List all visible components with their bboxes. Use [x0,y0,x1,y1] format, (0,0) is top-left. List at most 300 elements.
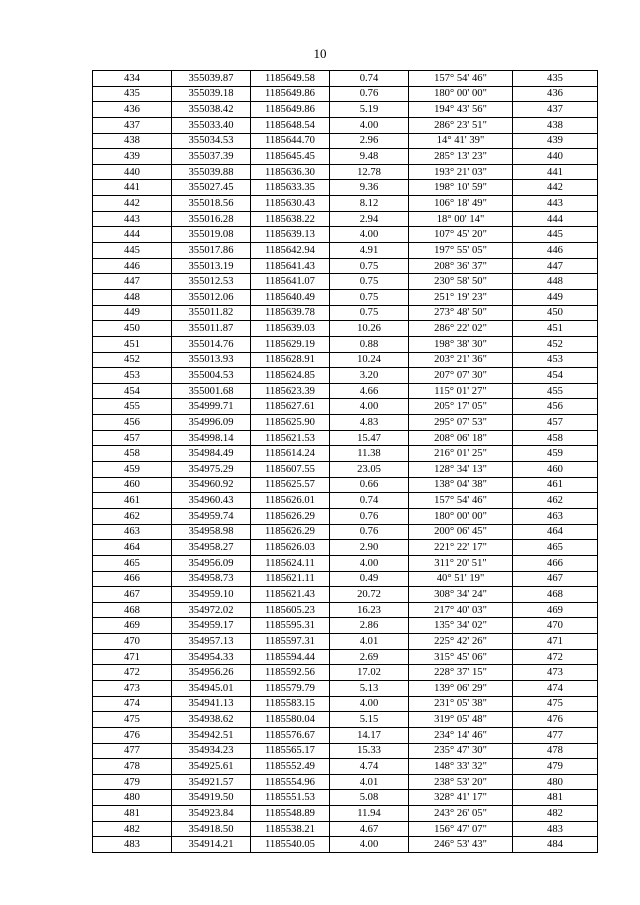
bearing-cell: 246° 53' 43" [409,837,513,853]
table-row [93,352,598,368]
y-coordinate-cell: 1185621.11 [251,571,330,587]
point-to-cell: 466 [513,555,598,571]
y-coordinate-cell: 1185551.53 [251,790,330,806]
table-row [93,415,598,431]
table-row [93,399,598,415]
point-from-cell: 470 [93,634,172,650]
y-coordinate-cell: 1185624.85 [251,368,330,384]
x-coordinate-cell: 355014.76 [172,336,251,352]
table-row [93,602,598,618]
table-row [93,555,598,571]
table-row [93,634,598,650]
point-from-cell: 474 [93,696,172,712]
point-to-cell: 467 [513,571,598,587]
y-coordinate-cell: 1185639.13 [251,227,330,243]
point-from-cell: 460 [93,477,172,493]
distance-cell: 4.00 [330,399,409,415]
y-coordinate-cell: 1185636.30 [251,164,330,180]
point-from-cell: 458 [93,446,172,462]
bearing-cell: 198° 10' 59" [409,180,513,196]
bearing-cell: 228° 37' 15" [409,665,513,681]
point-from-cell: 466 [93,571,172,587]
point-from-cell: 457 [93,430,172,446]
bearing-cell: 203° 21' 36" [409,352,513,368]
x-coordinate-cell: 354914.21 [172,837,251,853]
table-row [93,477,598,493]
y-coordinate-cell: 1185630.43 [251,196,330,212]
point-from-cell: 481 [93,806,172,822]
point-to-cell: 482 [513,806,598,822]
x-coordinate-cell: 354957.13 [172,634,251,650]
x-coordinate-cell: 355018.56 [172,196,251,212]
table-row [93,86,598,102]
table-row [93,462,598,478]
point-to-cell: 454 [513,368,598,384]
y-coordinate-cell: 1185594.44 [251,649,330,665]
x-coordinate-cell: 354956.26 [172,665,251,681]
point-from-cell: 456 [93,415,172,431]
y-coordinate-cell: 1185583.15 [251,696,330,712]
distance-cell: 5.08 [330,790,409,806]
table-row [93,821,598,837]
point-from-cell: 447 [93,274,172,290]
distance-cell: 4.67 [330,821,409,837]
distance-cell: 4.00 [330,837,409,853]
x-coordinate-cell: 354941.13 [172,696,251,712]
bearing-cell: 139° 06' 29" [409,680,513,696]
bearing-cell: 319° 05' 48" [409,712,513,728]
table-row [93,289,598,305]
table-row [93,806,598,822]
y-coordinate-cell: 1185605.23 [251,602,330,618]
x-coordinate-cell: 354919.50 [172,790,251,806]
table-row [93,696,598,712]
point-from-cell: 479 [93,774,172,790]
point-to-cell: 464 [513,524,598,540]
point-to-cell: 439 [513,133,598,149]
bearing-cell: 205° 17' 05" [409,399,513,415]
x-coordinate-cell: 355039.18 [172,86,251,102]
y-coordinate-cell: 1185628.91 [251,352,330,368]
x-coordinate-cell: 354934.23 [172,743,251,759]
point-from-cell: 472 [93,665,172,681]
point-to-cell: 453 [513,352,598,368]
point-from-cell: 461 [93,493,172,509]
bearing-cell: 273° 48' 50" [409,305,513,321]
point-from-cell: 443 [93,211,172,227]
y-coordinate-cell: 1185597.31 [251,634,330,650]
point-from-cell: 444 [93,227,172,243]
y-coordinate-cell: 1185625.57 [251,477,330,493]
point-to-cell: 452 [513,336,598,352]
point-to-cell: 442 [513,180,598,196]
point-from-cell: 440 [93,164,172,180]
point-to-cell: 484 [513,837,598,853]
table-row [93,587,598,603]
table-row [93,196,598,212]
x-coordinate-cell: 354942.51 [172,727,251,743]
y-coordinate-cell: 1185644.70 [251,133,330,149]
bearing-cell: 157° 54' 46" [409,493,513,509]
point-to-cell: 450 [513,305,598,321]
x-coordinate-cell: 355013.19 [172,258,251,274]
y-coordinate-cell: 1185626.29 [251,508,330,524]
bearing-cell: 251° 19' 23" [409,289,513,305]
x-coordinate-cell: 354956.09 [172,555,251,571]
y-coordinate-cell: 1185649.86 [251,86,330,102]
table-row [93,149,598,165]
distance-cell: 0.75 [330,258,409,274]
point-from-cell: 436 [93,102,172,118]
point-to-cell: 470 [513,618,598,634]
table-row [93,102,598,118]
table-row [93,446,598,462]
y-coordinate-cell: 1185629.19 [251,336,330,352]
table-row [93,336,598,352]
point-to-cell: 480 [513,774,598,790]
table-row [93,71,598,87]
bearing-cell: 207° 07' 30" [409,368,513,384]
x-coordinate-cell: 354918.50 [172,821,251,837]
bearing-cell: 106° 18' 49" [409,196,513,212]
x-coordinate-cell: 354925.61 [172,759,251,775]
y-coordinate-cell: 1185638.22 [251,211,330,227]
table-row [93,727,598,743]
point-to-cell: 438 [513,117,598,133]
table-row [93,383,598,399]
x-coordinate-cell: 354999.71 [172,399,251,415]
bearing-cell: 157° 54' 46" [409,71,513,87]
point-to-cell: 435 [513,71,598,87]
x-coordinate-cell: 354996.09 [172,415,251,431]
table-row [93,274,598,290]
distance-cell: 20.72 [330,587,409,603]
point-from-cell: 483 [93,837,172,853]
point-from-cell: 471 [93,649,172,665]
table-row [93,649,598,665]
point-to-cell: 465 [513,540,598,556]
coordinates-table [92,70,598,853]
distance-cell: 8.12 [330,196,409,212]
table-row [93,321,598,337]
bearing-cell: 198° 38' 30" [409,336,513,352]
point-from-cell: 469 [93,618,172,634]
distance-cell: 15.47 [330,430,409,446]
x-coordinate-cell: 355039.88 [172,164,251,180]
x-coordinate-cell: 355012.53 [172,274,251,290]
bearing-cell: 315° 45' 06" [409,649,513,665]
point-from-cell: 453 [93,368,172,384]
bearing-cell: 180° 00' 00" [409,86,513,102]
y-coordinate-cell: 1185639.03 [251,321,330,337]
point-from-cell: 445 [93,243,172,259]
point-to-cell: 445 [513,227,598,243]
bearing-cell: 311° 20' 51" [409,555,513,571]
y-coordinate-cell: 1185592.56 [251,665,330,681]
table-row [93,774,598,790]
point-to-cell: 447 [513,258,598,274]
distance-cell: 0.76 [330,524,409,540]
y-coordinate-cell: 1185626.29 [251,524,330,540]
point-to-cell: 456 [513,399,598,415]
bearing-cell: 40° 51' 19" [409,571,513,587]
point-from-cell: 449 [93,305,172,321]
point-to-cell: 472 [513,649,598,665]
distance-cell: 4.00 [330,117,409,133]
x-coordinate-cell: 355016.28 [172,211,251,227]
x-coordinate-cell: 355039.87 [172,71,251,87]
bearing-cell: 115° 01' 27" [409,383,513,399]
y-coordinate-cell: 1185580.04 [251,712,330,728]
distance-cell: 4.01 [330,634,409,650]
bearing-cell: 295° 07' 53" [409,415,513,431]
x-coordinate-cell: 354923.84 [172,806,251,822]
y-coordinate-cell: 1185607.55 [251,462,330,478]
y-coordinate-cell: 1185576.67 [251,727,330,743]
point-from-cell: 464 [93,540,172,556]
table-row [93,508,598,524]
table-row [93,493,598,509]
x-coordinate-cell: 355033.40 [172,117,251,133]
x-coordinate-cell: 355011.82 [172,305,251,321]
y-coordinate-cell: 1185648.54 [251,117,330,133]
y-coordinate-cell: 1185621.43 [251,587,330,603]
x-coordinate-cell: 355027.45 [172,180,251,196]
point-from-cell: 477 [93,743,172,759]
x-coordinate-cell: 355001.68 [172,383,251,399]
point-to-cell: 463 [513,508,598,524]
bearing-cell: 107° 45' 20" [409,227,513,243]
table-row [93,743,598,759]
table-row [93,258,598,274]
y-coordinate-cell: 1185642.94 [251,243,330,259]
point-to-cell: 443 [513,196,598,212]
point-to-cell: 460 [513,462,598,478]
table-row [93,164,598,180]
distance-cell: 11.94 [330,806,409,822]
x-coordinate-cell: 354959.74 [172,508,251,524]
bearing-cell: 328° 41' 17" [409,790,513,806]
x-coordinate-cell: 354921.57 [172,774,251,790]
bearing-cell: 238° 53' 20" [409,774,513,790]
table-body [93,71,598,853]
point-to-cell: 458 [513,430,598,446]
y-coordinate-cell: 1185565.17 [251,743,330,759]
bearing-cell: 225° 42' 26" [409,634,513,650]
y-coordinate-cell: 1185645.45 [251,149,330,165]
point-from-cell: 448 [93,289,172,305]
distance-cell: 0.75 [330,289,409,305]
point-from-cell: 459 [93,462,172,478]
point-to-cell: 471 [513,634,598,650]
table-row [93,305,598,321]
distance-cell: 5.15 [330,712,409,728]
x-coordinate-cell: 354972.02 [172,602,251,618]
distance-cell: 0.76 [330,86,409,102]
distance-cell: 0.75 [330,305,409,321]
point-from-cell: 468 [93,602,172,618]
point-to-cell: 436 [513,86,598,102]
x-coordinate-cell: 355037.39 [172,149,251,165]
table-row [93,665,598,681]
distance-cell: 11.38 [330,446,409,462]
point-to-cell: 469 [513,602,598,618]
y-coordinate-cell: 1185540.05 [251,837,330,853]
x-coordinate-cell: 354958.98 [172,524,251,540]
point-to-cell: 446 [513,243,598,259]
x-coordinate-cell: 354984.49 [172,446,251,462]
bearing-cell: 180° 00' 00" [409,508,513,524]
bearing-cell: 14° 41' 39" [409,133,513,149]
bearing-cell: 193° 21' 03" [409,164,513,180]
bearing-cell: 18° 00' 14" [409,211,513,227]
bearing-cell: 234° 14' 46" [409,727,513,743]
point-to-cell: 475 [513,696,598,712]
x-coordinate-cell: 354975.29 [172,462,251,478]
point-from-cell: 478 [93,759,172,775]
bearing-cell: 156° 47' 07" [409,821,513,837]
distance-cell: 10.26 [330,321,409,337]
y-coordinate-cell: 1185649.58 [251,71,330,87]
table-row [93,243,598,259]
y-coordinate-cell: 1185633.35 [251,180,330,196]
point-to-cell: 441 [513,164,598,180]
distance-cell: 0.88 [330,336,409,352]
x-coordinate-cell: 354958.27 [172,540,251,556]
x-coordinate-cell: 355013.93 [172,352,251,368]
distance-cell: 3.20 [330,368,409,384]
bearing-cell: 208° 36' 37" [409,258,513,274]
y-coordinate-cell: 1185595.31 [251,618,330,634]
x-coordinate-cell: 354959.17 [172,618,251,634]
x-coordinate-cell: 355004.53 [172,368,251,384]
x-coordinate-cell: 354998.14 [172,430,251,446]
y-coordinate-cell: 1185649.86 [251,102,330,118]
point-from-cell: 450 [93,321,172,337]
point-to-cell: 461 [513,477,598,493]
point-from-cell: 480 [93,790,172,806]
page-number: 10 [313,46,327,61]
x-coordinate-cell: 355012.06 [172,289,251,305]
y-coordinate-cell: 1185640.49 [251,289,330,305]
table-row [93,837,598,853]
table-row [93,133,598,149]
distance-cell: 9.48 [330,149,409,165]
distance-cell: 12.78 [330,164,409,180]
table-row [93,117,598,133]
bearing-cell: 135° 34' 02" [409,618,513,634]
x-coordinate-cell: 355011.87 [172,321,251,337]
y-coordinate-cell: 1185641.43 [251,258,330,274]
distance-cell: 23.05 [330,462,409,478]
point-from-cell: 455 [93,399,172,415]
point-from-cell: 462 [93,508,172,524]
distance-cell: 5.19 [330,102,409,118]
distance-cell: 0.66 [330,477,409,493]
distance-cell: 16.23 [330,602,409,618]
y-coordinate-cell: 1185626.03 [251,540,330,556]
distance-cell: 9.36 [330,180,409,196]
point-to-cell: 478 [513,743,598,759]
bearing-cell: 208° 06' 18" [409,430,513,446]
y-coordinate-cell: 1185554.96 [251,774,330,790]
point-to-cell: 437 [513,102,598,118]
bearing-cell: 235° 47' 30" [409,743,513,759]
point-to-cell: 449 [513,289,598,305]
table-row [93,430,598,446]
y-coordinate-cell: 1185552.49 [251,759,330,775]
distance-cell: 2.94 [330,211,409,227]
distance-cell: 4.00 [330,696,409,712]
table-row [93,712,598,728]
point-from-cell: 434 [93,71,172,87]
x-coordinate-cell: 355038.42 [172,102,251,118]
x-coordinate-cell: 354960.43 [172,493,251,509]
point-from-cell: 435 [93,86,172,102]
x-coordinate-cell: 354954.33 [172,649,251,665]
point-to-cell: 474 [513,680,598,696]
table-row [93,180,598,196]
distance-cell: 0.49 [330,571,409,587]
y-coordinate-cell: 1185621.53 [251,430,330,446]
distance-cell: 2.86 [330,618,409,634]
y-coordinate-cell: 1185614.24 [251,446,330,462]
point-from-cell: 467 [93,587,172,603]
point-to-cell: 455 [513,383,598,399]
distance-cell: 4.00 [330,227,409,243]
bearing-cell: 286° 22' 02" [409,321,513,337]
distance-cell: 17.02 [330,665,409,681]
distance-cell: 4.01 [330,774,409,790]
bearing-cell: 194° 43' 56" [409,102,513,118]
table-row [93,790,598,806]
x-coordinate-cell: 354938.62 [172,712,251,728]
point-to-cell: 481 [513,790,598,806]
point-from-cell: 473 [93,680,172,696]
point-to-cell: 473 [513,665,598,681]
distance-cell: 2.69 [330,649,409,665]
bearing-cell: 230° 58' 50" [409,274,513,290]
point-to-cell: 459 [513,446,598,462]
distance-cell: 5.13 [330,680,409,696]
point-from-cell: 439 [93,149,172,165]
bearing-cell: 231° 05' 38" [409,696,513,712]
point-from-cell: 446 [93,258,172,274]
point-from-cell: 451 [93,336,172,352]
table-row [93,680,598,696]
x-coordinate-cell: 354958.73 [172,571,251,587]
point-to-cell: 483 [513,821,598,837]
distance-cell: 4.00 [330,555,409,571]
y-coordinate-cell: 1185579.79 [251,680,330,696]
point-from-cell: 465 [93,555,172,571]
bearing-cell: 200° 06' 45" [409,524,513,540]
distance-cell: 15.33 [330,743,409,759]
point-from-cell: 442 [93,196,172,212]
point-to-cell: 457 [513,415,598,431]
y-coordinate-cell: 1185624.11 [251,555,330,571]
table-row [93,524,598,540]
point-from-cell: 475 [93,712,172,728]
point-to-cell: 440 [513,149,598,165]
bearing-cell: 197° 55' 05" [409,243,513,259]
distance-cell: 0.74 [330,71,409,87]
y-coordinate-cell: 1185625.90 [251,415,330,431]
y-coordinate-cell: 1185641.07 [251,274,330,290]
point-to-cell: 479 [513,759,598,775]
point-to-cell: 477 [513,727,598,743]
x-coordinate-cell: 355017.86 [172,243,251,259]
